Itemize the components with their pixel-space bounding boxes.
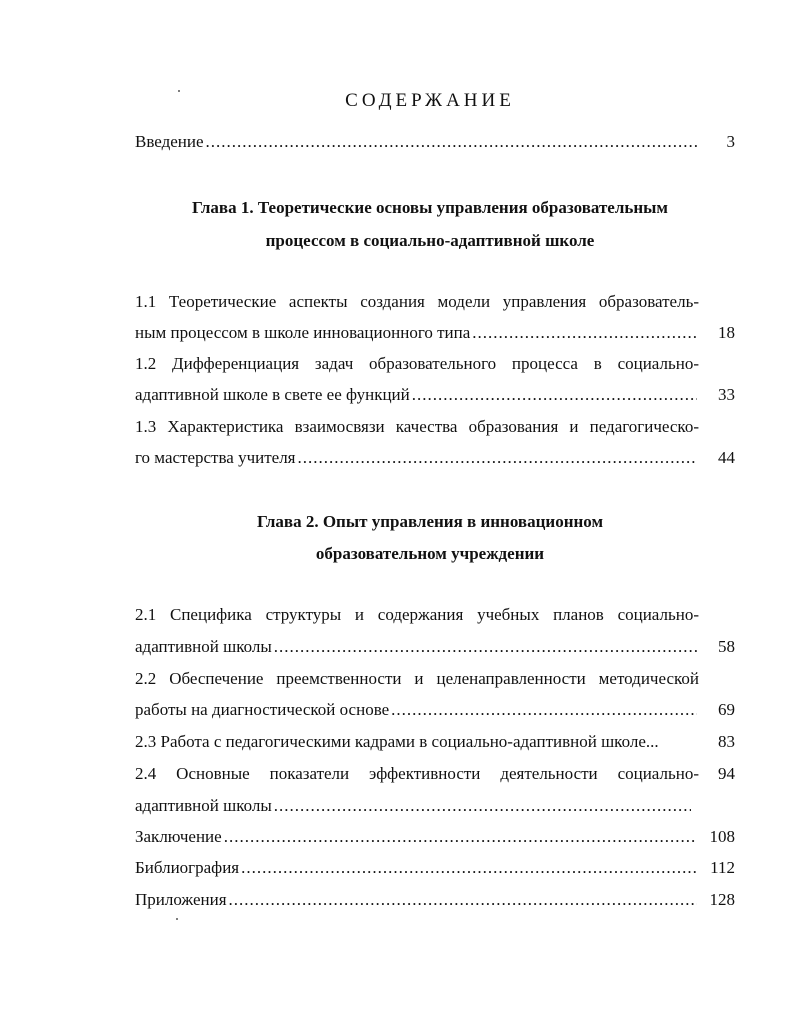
toc-entry-label: ным процессом в школе инновационного типа <box>135 323 471 342</box>
toc-entry-1-2[interactable] <box>135 384 735 406</box>
toc-page-number: 33 <box>718 385 735 404</box>
toc-entry-1-1-line1[interactable]: 1.1 Теоретические аспекты создания модели управления образователь- <box>135 292 699 311</box>
dot-leader <box>274 795 691 817</box>
toc-page-number: 83 <box>718 732 735 751</box>
chapter-1-heading-line2: процессом в социально-адаптивной школе <box>265 231 595 250</box>
toc-entry-introduction[interactable] <box>135 131 735 153</box>
chapter-2-heading-line2: образовательном учреждении <box>315 544 545 563</box>
toc-entry-label: 2.4 Основные показатели эффективности деятельности социально- <box>135 764 699 783</box>
toc-entry-1-3-line1[interactable]: 1.3 Характеристика взаимосвязи качества образования и педагогическо- <box>135 417 699 436</box>
toc-entry-label: работы на диагностической основе <box>135 700 390 719</box>
dot-leader <box>241 857 697 879</box>
toc-entry-label: Введение <box>135 132 204 151</box>
toc-entry-2-2-line1[interactable]: 2.2 Обеспечение преемственности и целенаправленности методической <box>135 669 699 688</box>
toc-entry-2-1[interactable] <box>135 636 735 658</box>
toc-page-number: 18 <box>718 323 735 342</box>
dot-leader <box>229 889 697 911</box>
toc-entry-label: Приложения <box>135 890 227 909</box>
toc-entry-1-2-line1[interactable]: 1.2 Дифференциация задач образовательного процесса в социально- <box>135 354 699 373</box>
toc-page-number: 69 <box>718 700 735 719</box>
scan-speck <box>176 918 178 920</box>
toc-entry-label: Заключение <box>135 827 222 846</box>
toc-entry-1-3[interactable] <box>135 447 735 469</box>
toc-page-number: 112 <box>710 858 735 877</box>
chapter-2-heading-line1: Глава 2. Опыт управления в инновационном <box>256 512 604 531</box>
toc-entry-label: го мастерства учителя <box>135 448 296 467</box>
toc-page-number: 108 <box>709 827 735 846</box>
toc-entry-bibliography[interactable] <box>135 857 735 879</box>
toc-entry-label: 2.3 Работа с педагогическими кадрами в социально-адаптивной школе... <box>135 732 659 751</box>
toc-page-number: 3 <box>726 132 735 151</box>
dot-leader <box>224 826 697 848</box>
dot-leader <box>412 384 697 406</box>
toc-entry-label: Библиография <box>135 858 240 877</box>
toc-entry-2-1-line1[interactable]: 2.1 Специфика структуры и содержания учебных планов социально- <box>135 605 699 624</box>
toc-entry-2-4[interactable] <box>135 795 691 817</box>
toc-entry-1-1[interactable] <box>135 322 735 344</box>
toc-entry-label: адаптивной школы <box>135 637 272 656</box>
toc-page-number: 94 <box>718 764 735 783</box>
toc-entry-2-4-line1[interactable] <box>135 763 735 785</box>
toc-entry-appendices[interactable] <box>135 889 735 911</box>
toc-entry-2-2[interactable] <box>135 699 735 721</box>
dot-leader <box>298 447 697 469</box>
dot-leader <box>206 131 697 153</box>
toc-page-number: 128 <box>709 890 735 909</box>
dot-leader <box>472 322 697 344</box>
toc-page-number: 58 <box>718 637 735 656</box>
toc-entry-2-3[interactable] <box>135 731 735 753</box>
toc-page-number: 44 <box>718 448 735 467</box>
document-title: СОДЕРЖАНИЕ <box>345 90 515 111</box>
dot-leader <box>391 699 697 721</box>
toc-entry-label: адаптивной школы <box>135 796 272 815</box>
dot-leader <box>274 636 697 658</box>
toc-entry-conclusion[interactable] <box>135 826 735 848</box>
toc-entry-label: адаптивной школе в свете ее функций <box>135 385 410 404</box>
chapter-1-heading-line1: Глава 1. Теоретические основы управления образовательным <box>191 198 669 217</box>
